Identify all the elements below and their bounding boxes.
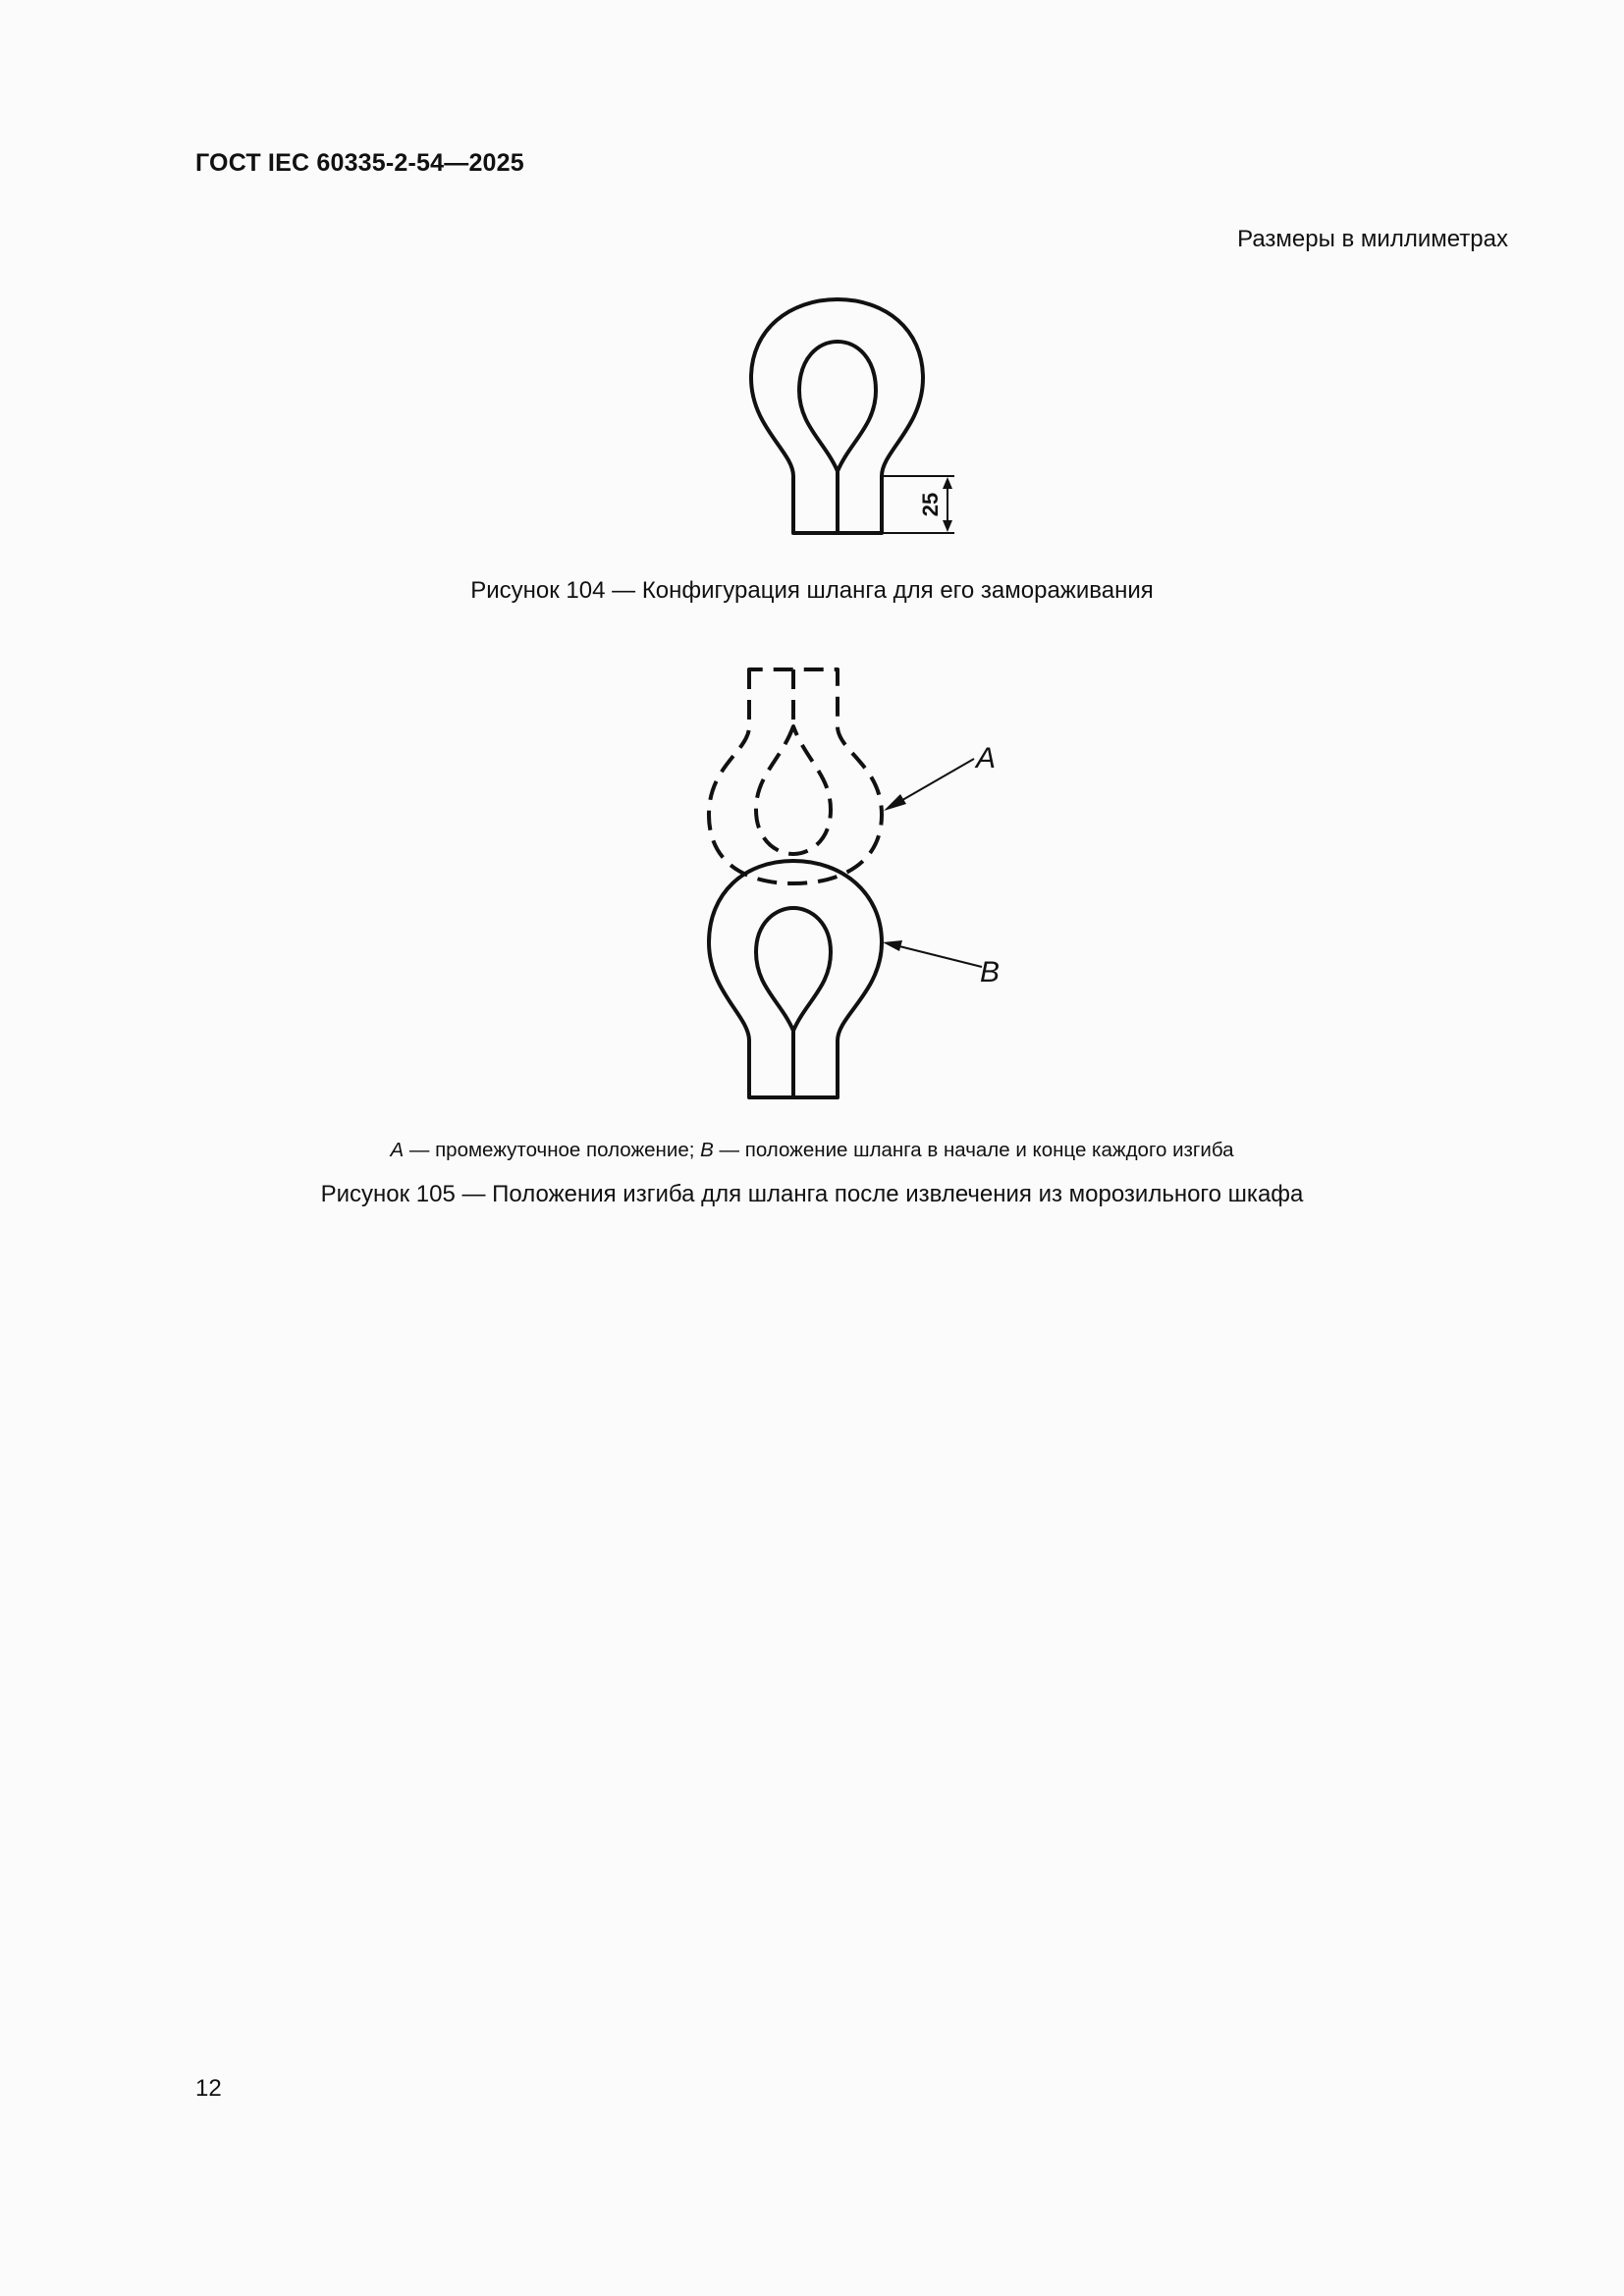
label-a: A — [976, 742, 997, 774]
figure-105-caption: Рисунок 105 — Положения изгиба для шланга после извлечения из морозильного шкафа — [320, 1181, 1304, 1207]
legend-a-key: A — [390, 1139, 405, 1161]
label-b: B — [980, 956, 1001, 988]
page-number: 12 — [195, 2075, 222, 2102]
legend-b-text: — положение шланга в начале и конце каждого изгиба — [713, 1139, 1234, 1161]
document-header: ГОСТ IEC 60335-2-54—2025 — [195, 149, 524, 177]
units-note: Размеры в миллиметрах — [1237, 226, 1508, 252]
legend-a-text: — промежуточное положение; — [404, 1139, 701, 1161]
figure-104-drawing — [0, 285, 1624, 550]
figure-104-caption: Рисунок 104 — Конфигурация шланга для его замораживания — [470, 577, 1154, 604]
figure-105-legend — [0, 1139, 1624, 1162]
legend-b-key: B — [700, 1139, 714, 1161]
dimension-label: 25 — [918, 492, 943, 517]
figure-105-drawing — [0, 658, 1624, 1109]
